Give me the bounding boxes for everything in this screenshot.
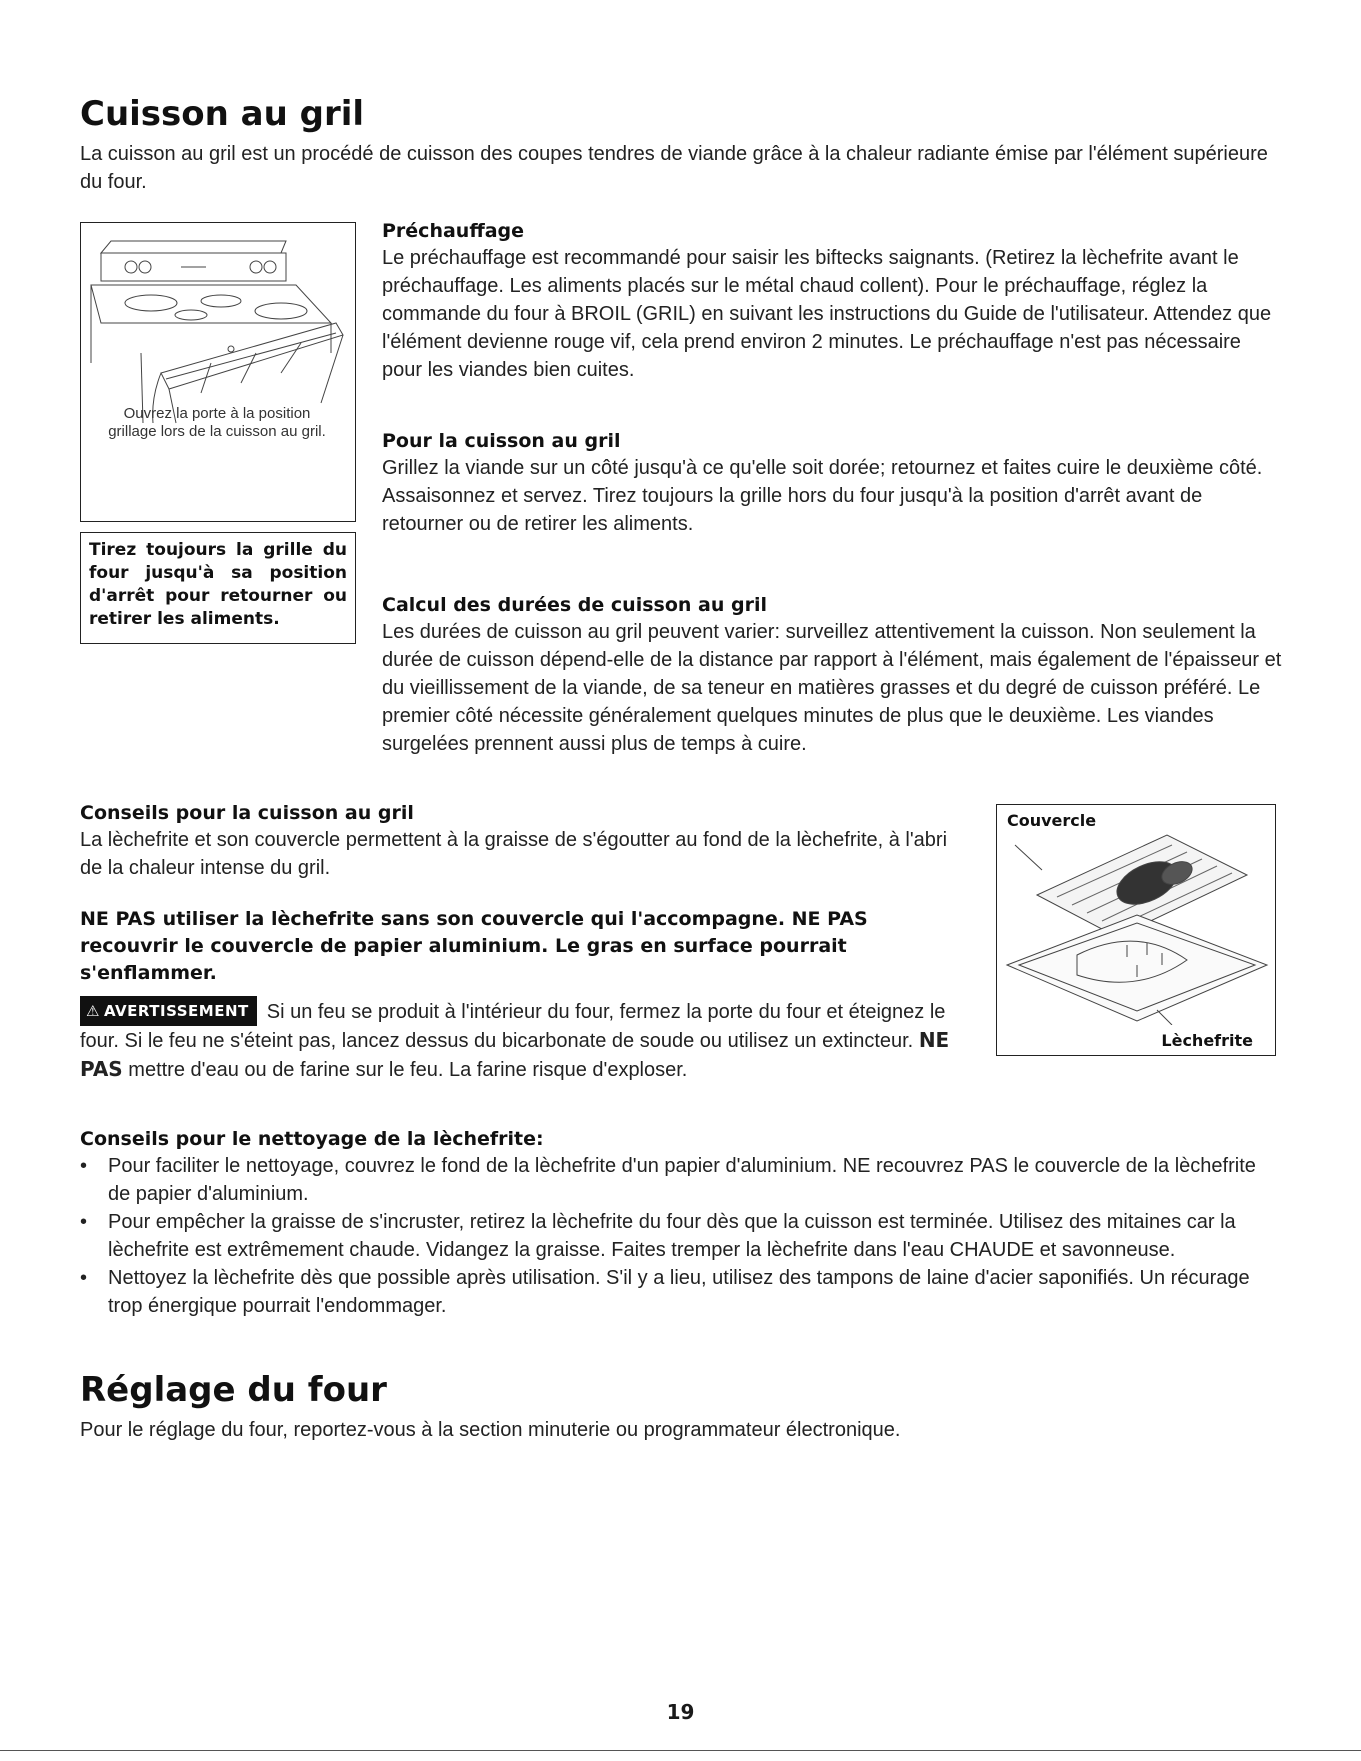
fire-warning-text (80, 996, 960, 1084)
heading-conseils: Conseils pour la cuisson au gril (80, 802, 414, 824)
list-item: • Nettoyez la lèchefrite dès que possible après utilisation. S'il y a lieu, utilisez des tampons de laine d'acier saponifiés. Un récurage trop énergique pourrait l'endommager. (80, 1264, 1260, 1320)
heading-prechauffage: Préchauffage (382, 220, 525, 242)
cleaning-tips-list (80, 1152, 1260, 1320)
label-couvercle: Couvercle (1007, 811, 1097, 830)
label-lechefrite: Lèchefrite (1161, 1031, 1253, 1050)
text-reglage: Pour le réglage du four, reportez-vous à la section minuterie ou programmateur électronique. (80, 1419, 901, 1441)
text-calcul: Les durées de cuisson au gril peuvent varier: surveillez attentivement la cuisson. Non seulement la durée de cuisson dépend-elle de la distance par rapport à l'élément, mais également de l'épaisseur et du vieillissement de la viande, de sa teneur en matières grasses et du degré de cuisson préféré. Le premier côté nécessite généralement quelques minutes de plus que le deuxième. Les viandes surgelées prennent aussi plus de temps à cuire. (382, 621, 1282, 755)
heading-nettoyage: Conseils pour le nettoyage de la lèchefrite: (80, 1128, 544, 1150)
heading-pour-cuisson: Pour la cuisson au gril (382, 430, 621, 452)
broiler-pan-illustration (997, 825, 1273, 1025)
pull-rack-note: Tirez toujours la grille du four jusqu'à sa position d'arrêt pour retourner ou retirer les aliments. (80, 532, 356, 644)
broiler-pan-figure (996, 804, 1276, 1056)
broiler-pan-warning: NE PAS utiliser la lèchefrite sans son couvercle qui l'accompagne. NE PAS recouvrir le couvercle de papier aluminium. Le gras en surface pourrait s'enflammer. (80, 908, 868, 984)
range-illustration (81, 223, 353, 428)
page-number: 19 (666, 1700, 695, 1724)
warning-badge (80, 996, 257, 1026)
warning-badge-label: AVERTISSEMENT (103, 1002, 249, 1020)
list-item: • Pour empêcher la graisse de s'incruster, retirez la lèchefrite du four dès que la cuisson est terminée. Utilisez des mitaines car la lèchefrite est extrêmement chaude. Vidangez la graisse. Faites tremper la lèchefrite dans l'eau CHAUDE et savonneuse. (80, 1208, 1260, 1264)
text-conseils: La lèchefrite et son couvercle permettent à la graisse de s'égoutter au fond de la lèchefrite, à l'abri de la chaleur intense du gril. (80, 829, 948, 879)
list-item: • Pour faciliter le nettoyage, couvrez le fond de la lèchefrite d'un papier d'aluminium. NE recouvrez PAS le couvercle de la lèchefrite de papier d'aluminium. (80, 1152, 1260, 1208)
section-title-reglage: Réglage du four (80, 1370, 387, 1410)
footer-rule (0, 1750, 1361, 1751)
text-pour-cuisson: Grillez la viande sur un côté jusqu'à ce qu'elle soit dorée; retournez et faites cuire le deuxième côté. Assaisonnez et servez. Tirez toujours la grille hors du four jusqu'à la position d'arrêt avant de retourner ou de retirer les aliments. (382, 457, 1263, 535)
fire-warning-part2: mettre d'eau ou de farine sur le feu. La farine risque d'exploser. (128, 1059, 688, 1081)
warning-triangle-icon: ⚠ (86, 1002, 100, 1020)
page-title: Cuisson au gril (80, 94, 365, 134)
intro-text: La cuisson au gril est un procédé de cuisson des coupes tendres de viande grâce à la chaleur radiante émise par l'élément supérieure du four. (80, 143, 1268, 193)
ne-pas-bold: NE PAS (80, 1028, 950, 1081)
fire-warning-part1: Si un feu se produit à l'intérieur du four, fermez la porte du four et éteignez le four. Si le feu ne s'éteint pas, lancez dessus du bicarbonate de soude ou utilisez un extincteur. (80, 1001, 946, 1052)
figure-caption: Ouvrez la porte à la position grillage lors de la cuisson au gril. (108, 405, 326, 440)
range-figure (80, 222, 356, 522)
text-prechauffage: Le préchauffage est recommandé pour saisir les biftecks saignants. (Retirez la lèchefrite avant le préchauffage. Les aliments placés sur le métal chaud collent). Pour le préchauffage, réglez la commande du four à BROIL (GRIL) en suivant les instructions du Guide de l'utilisateur. Attendez que l'élément devienne rouge vif, cela prend environ 2 minutes. Le préchauffage n'est pas nécessaire pour les viandes bien cuites. (382, 247, 1272, 381)
heading-calcul: Calcul des durées de cuisson au gril (382, 594, 767, 616)
